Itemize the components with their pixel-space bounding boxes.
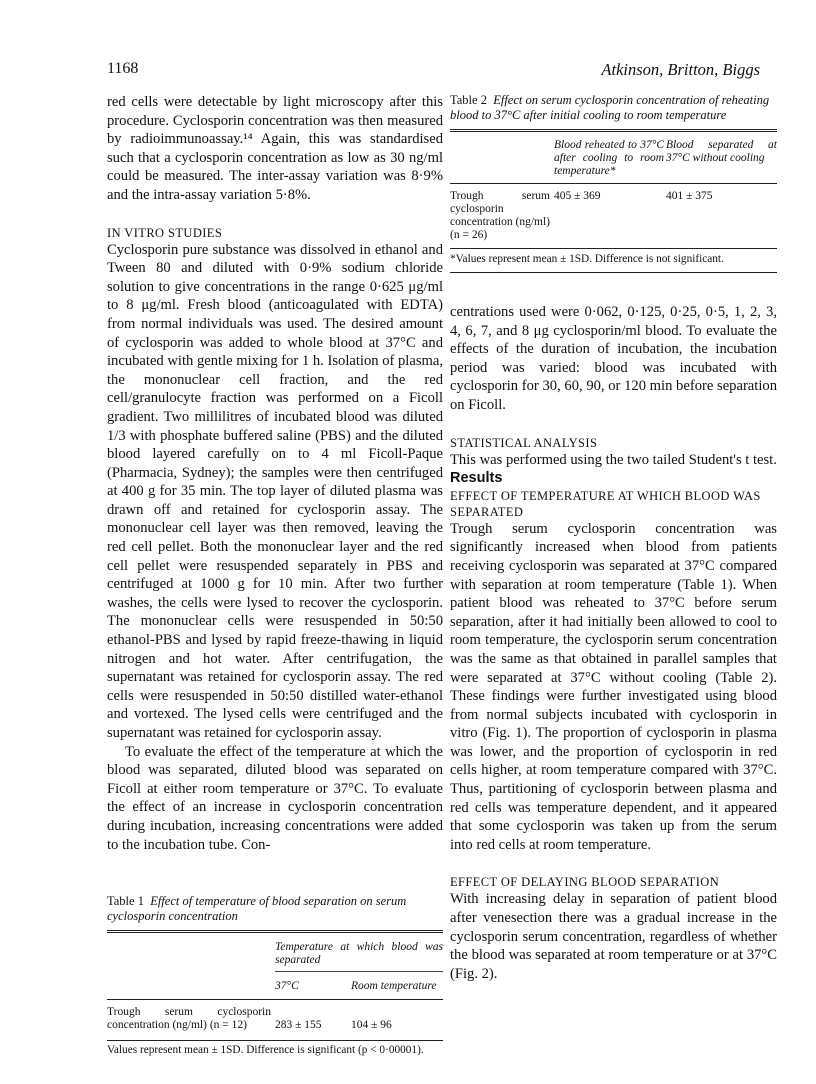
- table-2-grid: [450, 129, 777, 249]
- table-2-label: Table 2: [450, 93, 487, 107]
- in-vitro-paragraph: Cyclosporin pure substance was dissolved in ethanol and Tween 80 and diluted with 0·9% sodium chloride solution to give concentrations in the range 0·625 μg/ml to 8 μg/ml. Fresh blood (anticoagulated with EDTA) from normal individuals was used. The desired amount of cyclosporin was added to whole blood at 37°C and incubated with gentle mixing for 1 h. Isolation of plasma, the mononuclear cell fraction, and the red cell/granulocyte fraction was performed on a Ficoll gradient. Two millilitres of incubated blood was diluted 1/3 with phosphate buffered saline (PBS) and the diluted blood layered carefully on to 4 ml Ficoll-Paque (Pharmacia, Sydney); the samples were then centrifuged at 400 g for 35 min. The top layer of diluted plasma was drawn off and retained for cyclosporin assay. The mononuclear cell layer was then removed, leaving the red cell pellet. Both the mononuclear layer and the red cell pellet were resuspended separately in PBS and centrifuged at 1000 g for 10 min. After two further washes, the cells were lysed to recover the cyclosporin. The mononuclear cells were resuspended in 50:50 ethanol-PBS and lysed by rapid freeze-thawing in liquid nitrogen and hot water. After centrifugation, the supernatant was retained for cyclosporin assay. The red cells were resuspended in 50:50 distilled water-ethanol and vortexed. The lysed cells were centrifuged and the supernatant was retained for cyclosporin assay.: [107, 241, 443, 741]
- temperature-effect-heading: EFFECT OF TEMPERATURE AT WHICH BLOOD WAS SEPARATED: [450, 488, 761, 519]
- table-2-caption: [450, 93, 777, 123]
- table-1-grid: [107, 930, 443, 1041]
- results-heading: Results: [450, 470, 503, 487]
- table-1-title: Effect of temperature of blood separation on serum cyclosporin concentration: [107, 894, 407, 924]
- table-2-col-37c: Blood separated at 37°C without cooling: [666, 139, 777, 164]
- table-1-col-room: Room temperature: [351, 980, 437, 993]
- page-number: 1168: [107, 60, 139, 77]
- table-1-group-header: Temperature at which blood was separated: [275, 932, 443, 972]
- right-column: [450, 93, 777, 983]
- delay-effect-heading: EFFECT OF DELAYING BLOOD SEPARATION: [450, 875, 720, 890]
- table-2-bottom-rule: [450, 272, 777, 273]
- table-1-row-label: Trough serum cyclosporin concentration (ng/ml) (n = 12): [107, 1006, 271, 1032]
- table-1-val-37c: 283 ± 155: [275, 1019, 322, 1032]
- table-1-caption: [107, 894, 443, 924]
- statistical-analysis-paragraph: This was performed using the two tailed Student's t test.: [450, 451, 777, 468]
- in-vitro-heading: IN VITRO STUDIES: [107, 225, 223, 240]
- table-1-note: Values represent mean ± 1SD. Difference is significant (p < 0·00001).: [107, 1044, 424, 1057]
- left-column: [107, 93, 443, 1057]
- methods-paragraph-1: red cells were detectable by light microscopy after this procedure. Cyclosporin concentration was then measured by radioimmunoassay.¹⁴ Again, this was standardised such that a cyclosporin concentration as low as 30 ng/ml could be measured. The inter-assay variation was 8·9% and the intra-assay variation 5·8%.: [107, 94, 443, 203]
- table-2-val-reheated: 405 ± 369: [554, 190, 601, 202]
- running-authors: Atkinson, Britton, Biggs: [601, 60, 760, 79]
- table-1-val-room: 104 ± 96: [351, 1019, 392, 1032]
- table-2-title: Effect on serum cyclosporin concentration of reheating blood to 37°C after initial cooling to room temperature: [450, 93, 770, 122]
- table-2-col-reheated: Blood reheated to 37°C after cooling to room temperature*: [554, 139, 664, 177]
- table-2: [450, 93, 777, 273]
- table-2-row-label: Trough serum cyclosporin concentration (ng/ml) (n = 26): [450, 190, 550, 241]
- table-1-col-37c: 37°C: [275, 980, 299, 993]
- temperature-effect-paragraph: Trough serum cyclosporin concentration was significantly increased when blood from patients receiving cyclosporin was separated at 37°C compared with separation at room temperature (Table 1). When patient blood was reheated to 37°C before serum separation, after it had initially been allowed to cool to room temperature, the cyclosporin serum concentration was the same as that obtained in parallel samples that were separated at 37°C without cooling (Table 2). These findings were further investigated using blood from normal subjects incubated with cyclosporin in vitro (Fig. 1). The proportion of cyclosporin in plasma was lower, and the proportion of cyclosporin in red cells higher, at room temperature compared with 37°C. Thus, partitioning of cyclosporin between plasma and red cells was temperature dependent, and it appeared that some cyclosporin was taken up from the serum into red cells at room temperature.: [450, 520, 777, 853]
- table-2-note: *Values represent mean ± 1SD. Difference is not significant.: [450, 253, 724, 265]
- statistical-analysis-heading: STATISTICAL ANALYSIS: [450, 435, 598, 450]
- temperature-method-paragraph: To evaluate the effect of the temperature at which the blood was separated, diluted blood was separated on Ficoll at either room temperature or 37°C. To evaluate the effect of an increase in cyclosporin concentration during incubation, increasing concentrations were added to the incubation tube. Con-: [107, 743, 443, 853]
- table-1: [107, 894, 443, 1057]
- table-2-val-37c: 401 ± 375: [666, 190, 713, 202]
- delay-effect-paragraph: With increasing delay in separation of patient blood after venesection there was a gradual increase in the cyclosporin serum concentration, regardless of whether the blood was separated at room temperature or at 37°C (Fig. 2).: [450, 891, 777, 982]
- concentrations-paragraph: centrations used were 0·062, 0·125, 0·25, 0·5, 1, 2, 3, 4, 6, 7, and 8 μg cyclosporin/ml blood. To evaluate the effects of the duration of incubation, the incubation period was varied: blood was incubated with cyclosporin for 30, 60, 90, or 120 min before separation on Ficoll.: [450, 304, 777, 413]
- table-1-label: Table 1: [107, 894, 144, 909]
